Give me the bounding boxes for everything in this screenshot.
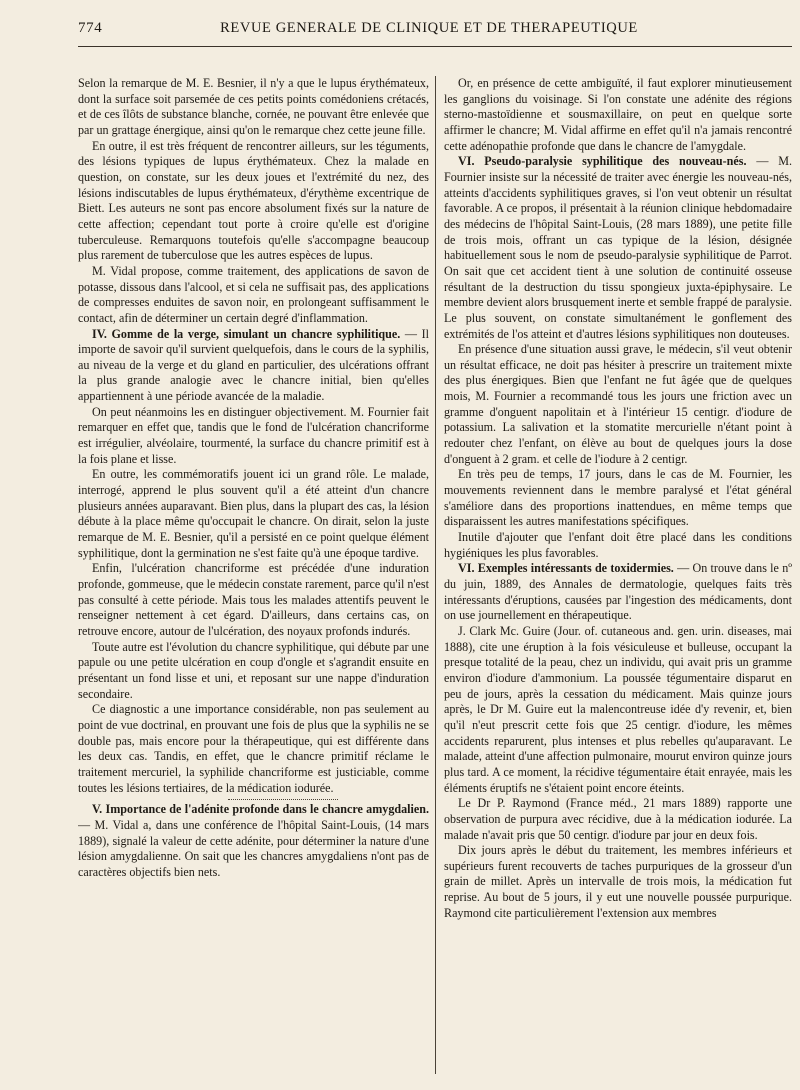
paragraph xyxy=(444,843,792,921)
column-divider xyxy=(435,76,436,1074)
right-column xyxy=(444,76,792,1076)
paragraph-text: — M. Vidal a, dans une conférence de l'hôpital Saint-Louis, (14 mars 1889), signalé la valeur de cette adénite, pour déterminer la nature d'une lésion amygdalienne. On sait que les chancres amygdaliens n'ont pas de caractères objectifs bien nets. xyxy=(78,817,429,879)
paragraph xyxy=(444,624,792,796)
paragraph-text: En outre, les commémoratifs jouent ici un grand rôle. Le malade, interrogé, apprend le plus souvent qu'il a été atteint d'un chancre plusieurs années auparavant. Bien plus, dans la plupart des cas, la lésion débute à la place même qu'occupait le chancre. On dirait, selon la juste remarque de M. E. Besnier, qu'il a persisté en ce point quelque élément syphilitique, dont la germination ne s'est faite qu'à une époque tardive. xyxy=(78,467,429,560)
paragraph xyxy=(444,467,792,530)
paragraph-text: M. Vidal propose, comme traitement, des applications de savon de potasse, dissous dans l'alcool, et si cela ne suffisait pas, des applications de compresses enduites de savon noir, en prolongeant suffisamment le contact, afin de déterminer un certain degré d'inflammation. xyxy=(78,263,429,325)
left-column xyxy=(78,76,429,1076)
paragraph-text: J. Clark Mc. Guire (Jour. of. cutaneous and. gen. urin. diseases, mai 1888), cite une éruption à la fois vésiculeuse et bulleuse, occupant la presque totalité de la peau, chez un individu, qui avait pris un gramme environ d'iodure d'ammonium. La poussée tégumentaire disparut en peu de jours, après la cessation du médicament. Mais quinze jours après, le Dr M. Guire eut la malencontreuse idée d'y revenir, et, bien qu'il n'eut prescrit cette fois que 25 centigr. d'iodure, les mêmes accidents reparurent, plus intenses et plus rebelles qu'auparavant. Le malade, atteint d'une affection pulmonaire, mourut environ quinze jours plus tard. A ce moment, la récidive tégumentaire était enrayée, mais les éléments éruptifs ne s'étaient point encore éteints. xyxy=(444,623,792,795)
section-heading: VI. Exemples intéressants de toxidermies. xyxy=(458,561,674,576)
paragraph-text: Dix jours après le début du traitement, les membres inférieurs et supérieurs furent recouverts de taches purpuriques de la grosseur d'un grain de millet. Après un intervalle de trois mois, la médication fut reprise. Au bout de 5 jours, il y eut une nouvelle poussée purpurique. Raymond cite particulièrement l'extension aux membres xyxy=(444,843,792,920)
paragraph xyxy=(78,264,429,327)
paragraph-text: En très peu de temps, 17 jours, dans le cas de M. Fournier, les mouvements reviennent dans le membre paralysé et l'état général s'améliore dans des proportions inattendues, en même temps que disparaissent les autres manifestations spécifiques. xyxy=(444,467,792,529)
paragraph xyxy=(78,139,429,264)
paragraph xyxy=(78,327,429,405)
paragraph xyxy=(78,802,429,880)
paragraph-text: — M. Fournier insiste sur la nécessité de traiter avec énergie les nouveau-nés, atteints d'accidents syphilitiques graves, si l'on veut obtenir un résultat favorable. A ce propos, il présentait à la réunion clinique hebdomadaire des médecins de l'hôpital Saint-Louis, (28 mars 1889), une petite fille de trois mois, offrant un cas typique de la lésion, désignée habituellement sous le nom de pseudo-paralysie syphilitique de Parrot. On sait que cet accident tient à une solution de continuité osseuse résultant de la destruction du tissu spongieux juxta-épiphysaire. Le membre devient alors brusquement inerte et semble frappé de paralysie. Le plus souvent, on constate simultanément le gonflement des extrémités de l'os atteint et d'autres lésions syphilitiques non douteuses. xyxy=(444,154,792,341)
running-title: REVUE GENERALE DE CLINIQUE ET DE THERAPEUTIQUE xyxy=(220,20,638,36)
paragraph xyxy=(444,796,792,843)
paragraph xyxy=(444,530,792,561)
section-heading: VI. Pseudo-paralysie syphilitique des nouveau-nés. xyxy=(458,154,747,169)
paragraph-text: — On trouve dans le nº du juin, 1889, des Annales de dermatologie, quelques faits très intéressants d'éruptions, causées par l'ingestion des médicaments, dont on use journellement en thérapeutique. xyxy=(444,561,792,623)
paragraph xyxy=(78,76,429,139)
paragraph-text: Inutile d'ajouter que l'enfant doit être placé dans les conditions hygiéniques les plus favorables. xyxy=(444,530,792,560)
paragraph-text: Ce diagnostic a une importance considérable, non pas seulement au point de vue doctrinal, en prouvant une fois de plus que la syphilis ne se double pas, mais encore pour la thérapeutique, qui est différente dans les deux cas. Tandis, en effet, que le chancre primitif réclame le traitement mercuriel, la syphilide chancriforme est justiciable, comme toutes les lésions tertiaires, de la médication iodurée. xyxy=(78,702,429,795)
header-rule xyxy=(78,46,792,47)
paragraph xyxy=(444,561,792,624)
paragraph xyxy=(78,467,429,561)
paragraph-text: Enfin, l'ulcération chancriforme est précédée d'une induration profonde, gommeuse, que le médecin constate rarement, parce qu'il n'est pas consulté à cette période. Mais tous les malades attentifs peuvent le renseigner nettement à cet égard. D'ailleurs, dans certains cas, on retrouve encore, autour de l'ulcération, des noyaux profonds indurés. xyxy=(78,561,429,638)
paragraph xyxy=(444,342,792,467)
paragraph xyxy=(444,154,792,342)
page-number: 774 xyxy=(78,20,103,36)
paragraph-text: En outre, il est très fréquent de rencontrer ailleurs, sur les téguments, des lésions typiques de lupus érythémateux. Chez la malade en question, on constate, sur les deux joues et l'extrémité du nez, des lésions indiscutables de lupus érythémateux, d'érythème excentrique de Biett. Les auteurs ne sont pas encore absolument fixés sur la nature de cette affection; cependant tout porte à croire qu'elle est d'origine tuberculeuse. Remarquons toutefois qu'elle s'accompagne beaucoup plus rarement de tuberculose que les autres espèces de lupus. xyxy=(78,138,429,263)
section-heading: IV. Gomme de la verge, simulant un chancre syphilitique. xyxy=(92,326,401,341)
paragraph-text: En présence d'une situation aussi grave, le médecin, s'il veut obtenir un résultat efficace, ne doit pas hésiter à prescrire un traitement mixte des plus énergiques. Bien que l'enfant ne fut âgée que de quelques mois, M. Fournier a recommandé tous les jours une friction avec un gramme d'onguent napolitain et à l'intérieur 15 centigr. d'iodure de potassium. La salivation et la stomatite mercurielle n'étant point à redouter chez l'enfant, on élève au bout de quelques jours la dose d'onguent à 2 gram. et celle de l'iodure à 2 centigr. xyxy=(444,342,792,466)
section-end-rule xyxy=(228,799,338,800)
section-heading: V. Importance de l'adénite profonde dans le chancre amygdalien. xyxy=(92,802,429,817)
paragraph-text: Le Dr P. Raymond (France méd., 21 mars 1889) rapporte une observation de purpura avec récidive, due à la médication iodurée. La malade n'avait pris que 50 centigr. d'iodure par jour en deux fois. xyxy=(444,796,792,842)
paragraph-text: Toute autre est l'évolution du chancre syphilitique, qui débute par une papule ou une petite ulcération en coup d'ongle et s'agrandit ensuite en présentant un fond lisse et uni, et reposant sur une nappe d'induration secondaire. xyxy=(78,639,429,701)
paragraph-text: Selon la remarque de M. E. Besnier, il n'y a que le lupus érythémateux, dont la surface soit parsemée de ces petits points comédoniens crétacés, et de ces îlôts de substance blanche, cornée, ne pouvant être enlevée que par un grattage énergique, ainsi qu'on le remarque chez cette jeune fille. xyxy=(78,76,429,137)
paragraph xyxy=(78,405,429,468)
paragraph xyxy=(78,702,429,796)
page-header xyxy=(78,20,800,42)
paragraph xyxy=(78,640,429,703)
paragraph-text: Or, en présence de cette ambiguïté, il faut explorer minutieusement les ganglions du voisinage. Si l'on constate une adénite des régions sterno-mastoïdienne et sousmaxillaire, on peut en quelque sorte affirmer le chancre; M. Vidal affirme en effet qu'il n'a jamais rencontré cette adénopathie profonde que dans le chancre de l'amygdale. xyxy=(444,76,792,153)
paragraph xyxy=(78,561,429,639)
paragraph xyxy=(444,76,792,154)
paragraph-text: — Il importe de savoir qu'il survient quelquefois, dans le cours de la syphilis, au niveau de la verge et du gland en particulier, des ulcérations offrant la plus grande analogie avec le chancre initial, bien qu'elles appartiennent à une période avancée de la maladie. xyxy=(78,326,429,404)
paragraph-text: On peut néanmoins les en distinguer objectivement. M. Fournier fait remarquer en effet que, tandis que le fond de l'ulcération chancriforme est irrégulier, alvéolaire, tourmenté, la surface du chancre primitif est à la fois plane et lisse. xyxy=(78,404,429,466)
